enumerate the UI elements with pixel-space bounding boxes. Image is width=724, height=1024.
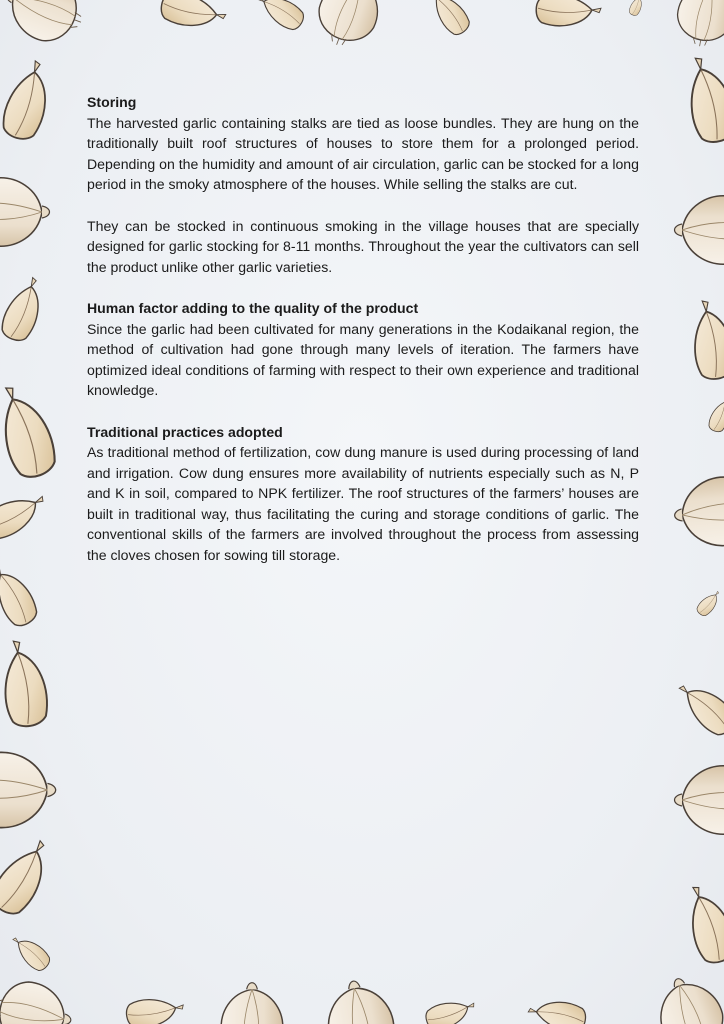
section-heading: Human factor adding to the quality of the product (87, 299, 419, 316)
paragraph: Since the garlic had been cultivated for many generations in the Kodaikanal region, the method of cultivation had gone through many levels of iteration. The farmers have optimized ideal conditions of farming with respect to their own experience and traditional knowledge. (87, 320, 639, 399)
section-heading: Storing (87, 94, 137, 110)
section-human-factor (87, 298, 639, 401)
section-traditional-practices (87, 422, 639, 566)
paragraph: As traditional method of fertilization, cow dung manure is used during processing of land and irrigation. Cow dung ensures more availability of nutrients especially such as N, P and K in soil, compared to NPK fertilizer. The roof structures of the farmers’ houses are built in traditional way, thus facilitating the curing and storage conditions of garlic. The conventional skills of the farmers are involved throughout the process from assessing the cloves chosen for sowing till storage. (87, 444, 639, 564)
section-storing (87, 92, 639, 277)
document-body (87, 92, 639, 586)
paragraph: They can be stocked in continuous smoking in the village houses that are specially designed for garlic stocking for 8-11 months. Throughout the year the cultivators can sell the product unlike other garlic varieties. (87, 217, 639, 275)
paragraph: The harvested garlic containing stalks are tied as loose bundles. They are hung on the traditionally built roof structures of houses to store them for a prolonged period. Depending on the humidity and amount of air circulation, garlic can be stocked for a long period in the smoky atmosphere of the houses. While selling the stalks are cut. (87, 114, 639, 193)
section-heading: Traditional practices adopted (87, 423, 283, 440)
